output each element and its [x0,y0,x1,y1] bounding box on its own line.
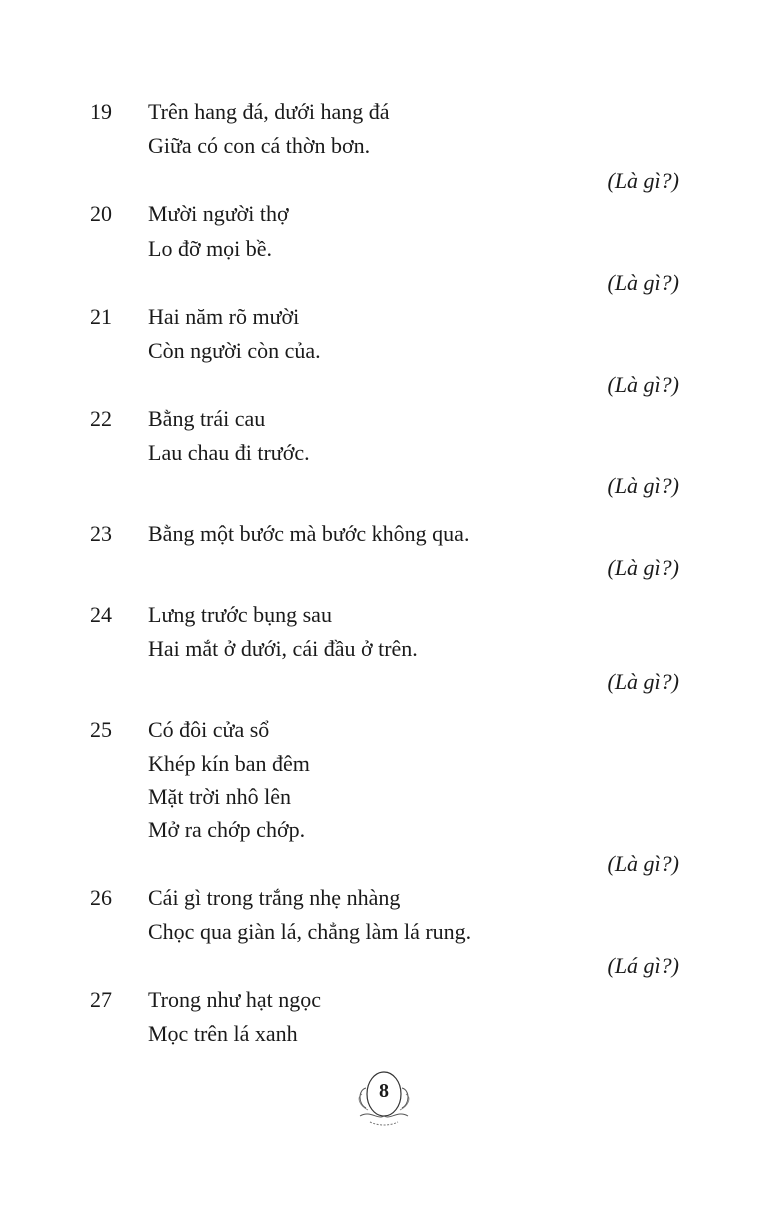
riddle-line: Hai mắt ở dưới, cái đầu ở trên. [148,636,418,661]
riddle-line: Còn người còn của. [148,338,321,363]
riddle-number: 19 [90,99,112,124]
riddle-answer-prompt: (Là gì?) [607,473,679,498]
riddle-answer-prompt: (Là gì?) [607,669,679,694]
riddle-number: 23 [90,521,112,546]
riddle-line: Mặt trời nhô lên [148,784,291,809]
riddle-line: Lo đỡ mọi bề. [148,236,273,261]
riddle-answer-prompt: (Là gì?) [607,168,679,193]
page-number-ornament [352,1064,416,1130]
riddle-answer-prompt: (Là gì?) [607,372,679,397]
riddle-line: Cái gì trong trắng nhẹ nhàng [148,885,401,910]
riddle-answer-prompt: (Là gì?) [607,851,679,876]
riddle-line: Mọc trên lá xanh [148,1021,298,1046]
page-number: 8 [379,1080,389,1102]
riddle-line: Trong như hạt ngọc [148,987,322,1012]
riddle-number: 20 [90,201,112,226]
riddle-number: 21 [90,304,112,329]
riddle-line: Lau chau đi trước. [148,440,310,465]
riddle-line: Bằng trái cau [148,406,266,431]
riddle-number: 25 [90,717,112,742]
riddle-line: Mười người thợ [148,201,289,226]
riddle-line: Trên hang đá, dưới hang đá [148,99,390,124]
riddle-line: Có đôi cửa sổ [148,717,270,742]
riddle-line: Chọc qua giàn lá, chẳng làm lá rung. [148,919,472,944]
riddle-answer-prompt: (Là gì?) [607,270,679,295]
riddle-number: 27 [90,987,112,1012]
riddle-number: 26 [90,885,112,910]
riddle-line: Hai năm rõ mười [148,304,300,329]
riddle-line: Lưng trước bụng sau [148,602,332,627]
riddle-line: Khép kín ban đêm [148,751,310,776]
riddle-answer-prompt: (Lá gì?) [607,953,679,978]
riddle-line: Bằng một bước mà bước không qua. [148,521,470,546]
riddle-line: Giữa có con cá thờn bơn. [148,133,371,158]
riddle-number: 24 [90,602,112,627]
riddle-number: 22 [90,406,112,431]
riddle-answer-prompt: (Là gì?) [607,555,679,580]
riddle-line: Mở ra chớp chớp. [148,817,306,842]
